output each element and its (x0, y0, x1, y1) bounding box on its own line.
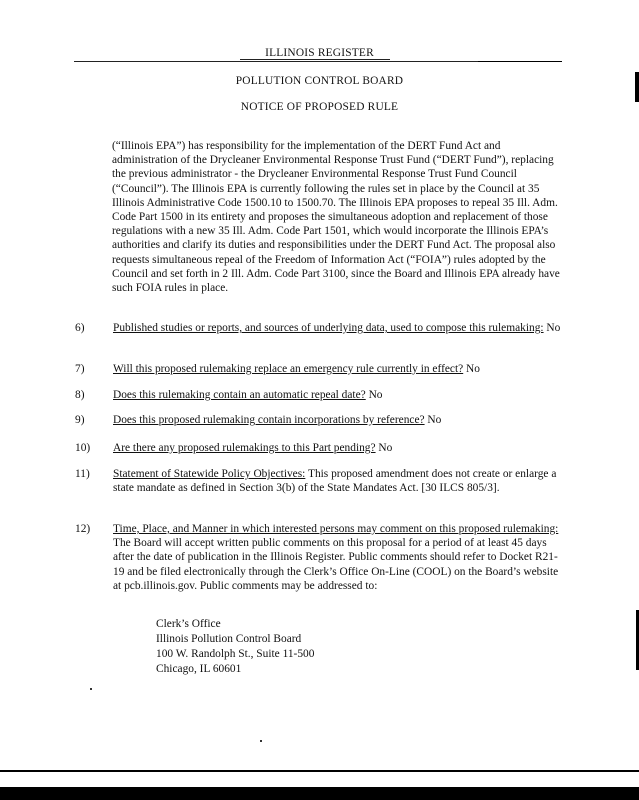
agency-title: POLLUTION CONTROL BOARD (235, 75, 404, 87)
address-line: Chicago, IL 60601 (156, 663, 242, 675)
scan-speck (90, 688, 92, 690)
mailing-address (156, 617, 314, 677)
header-rule-left (240, 59, 390, 60)
item-number: 7) (75, 363, 85, 375)
intro-paragraph: (“Illinois EPA”) has responsibility for the implementation of the DERT Fund Act and administration of the Drycleaner Environmental Response Trust Fund (“DERT Fund”), replacing the previous administrator - the Drycleaner Environmental Response Trust Fund Council (“Council”). The Illinois EPA is currently following the rules set in place by the Council at 35 Illinois Administrative Code 1500.10 to 1500.70. The Illinois EPA proposes to repeal 35 Ill. Adm. Code Part 1500 in its entirety and proposes the simultaneous adoption and replacement of those regulations with a new 35 Ill. Adm. Code Part 1501, which would incorporate the Illinois EPA’s authorities and clarify its duties and responsibilities under the DERT Fund Act. The proposal also requests simultaneous repeal of the Freedom of Information Act (“FOIA”) rules adopted by the Council and set forth in 2 Ill. Adm. Code Part 3100, since the Board and Illinois EPA already have such FOIA rules in place. (112, 140, 560, 295)
header-rule-right (478, 61, 562, 62)
item-heading: Are there any proposed rulemakings to this Part pending? (113, 442, 376, 454)
item-number: 6) (75, 322, 85, 334)
item-heading: Will this proposed rulemaking replace an emergency rule currently in effect? (113, 363, 464, 375)
item-heading: Time, Place, and Manner in which interested persons may comment on this proposed rulemaking: (113, 523, 559, 535)
item-text: No (463, 363, 480, 375)
header-rule (74, 61, 484, 62)
scan-edge-mark (635, 72, 639, 102)
item-heading: Does this proposed rulemaking contain incorporations by reference? (113, 414, 425, 426)
notice-title: NOTICE OF PROPOSED RULE (240, 101, 399, 113)
item-heading: Statement of Statewide Policy Objectives: (113, 468, 306, 480)
item-number: 10) (75, 442, 91, 454)
item-text: The Board will accept written public comments on this proposal for a period of at least 45 days after the date of publication in the Illinois Register. Public comments should refer to Docket R21-19 and be filed electronically through the Clerk’s Office On-Line (COOL) on the Board’s website at pcb.illinois.gov. Public comments may be addressed to: (113, 537, 559, 592)
address-line: 100 W. Randolph St., Suite 11-500 (156, 648, 315, 660)
item-text: No (375, 442, 393, 454)
item-number: 11) (75, 468, 90, 480)
address-line: Illinois Pollution Control Board (156, 633, 302, 645)
item-text: No (365, 389, 383, 401)
item-text: No (424, 414, 442, 426)
address-line: Clerk’s Office (156, 618, 221, 630)
item-number: 9) (75, 414, 85, 426)
scan-bottom-band (0, 787, 639, 800)
item-text: No (543, 322, 561, 334)
register-title: ILLINOIS REGISTER (265, 47, 374, 59)
item-heading: Does this rulemaking contain an automatic repeal date? (113, 389, 366, 401)
item-number: 12) (75, 523, 91, 535)
item-number: 8) (75, 389, 85, 401)
item-heading: Published studies or reports, and sources of underlying data, used to compose this rulemaking: (113, 322, 544, 334)
scan-speck (260, 740, 262, 742)
item-text: This proposed amendment does not create or enlarge a state mandate as defined in Section 3(b) of the State Mandates Act. [30 ILCS 805/3]. (113, 468, 557, 495)
scan-bottom-rule (0, 770, 639, 772)
